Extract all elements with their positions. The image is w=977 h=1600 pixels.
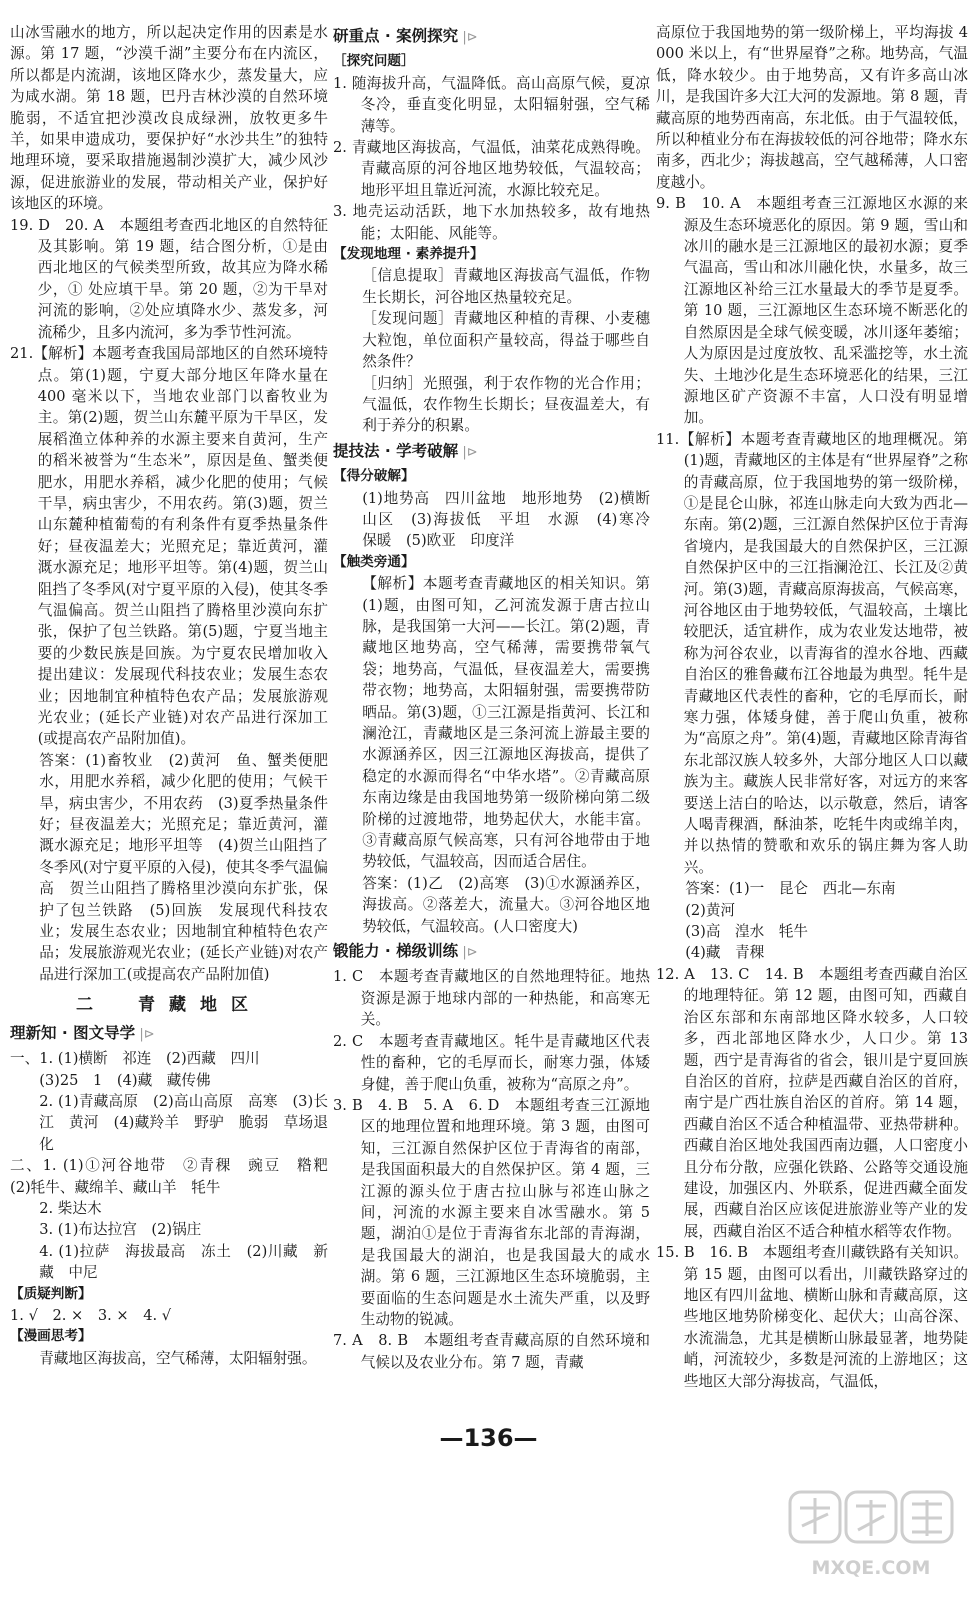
text-paragraph: 2. 青藏地区海拔高，气温低，油菜花成熟得晚。青藏高原的河谷地区地势较低，气温较高；地形平坦且靠近河流，水源比较充足。 [333,139,650,199]
text-paragraph: (3)高 湟水 牦牛 [685,923,809,941]
subsection-label: 【得分破解】 [333,468,415,485]
heading-arrow-icon: |⊳ [135,1026,155,1042]
svg-text:MXQE.COM: MXQE.COM [811,1557,931,1579]
text-paragraph: (3)25 1 (4)藏 藏传佛 [39,1071,211,1089]
text-paragraph: ［归纳］光照强，利于农作物的光合作用；气温低，农作物生长期长；昼夜温差大，有利于养分的积累。 [362,374,650,435]
text-paragraph: 15. B 16. B 本题组考查川藏铁路有关知识。第 15 题，由图可以看出，川藏铁路穿过的地区有四川盆地、横断山脉和青藏高原，这些地区地势阶梯变化、起伏大；山高谷深、水流湍急，尤其是横断山脉最显著，地势陡峭，河流较少，多数是河流的上游地区；这些地区大部分海拔高，气温低， [656,1244,968,1390]
watermark-logo [786,1486,956,1582]
text-paragraph: 2. 柴达木 [39,1199,102,1217]
text-paragraph: 2. (1)青藏高原 (2)高山高原 高寒 (3)长江 黄河 (4)藏羚羊 野驴 脆弱 草场退化 [39,1092,328,1153]
section-heading: 提技法 · 学考破解 |⊳ [333,441,478,460]
text-paragraph: 7. A 8. B 本题组考查青藏高原的自然环境和气候以及农业分布。第 7 题，青藏 [333,1332,650,1371]
section-heading: 锻能力 · 梯级训练 |⊳ [333,942,478,961]
text-paragraph: 答案：(1)一 昆仑 西北—东南 [685,880,896,898]
text-paragraph: 1. C 本题考查青藏地区的自然地理特征。地热资源是源于地球内部的一种热能，和高寒无关。 [333,968,650,1029]
text-paragraph: 3. B 4. B 5. A 6. D 本题组考查三江源地区的地理位置和地理环境。第 3 题，由图可知，三江源自然保护区位于青海省的南部，是我国面积最大的自然保护区。第 4 题，三江源的源头位于唐古拉山脉与祁连山脉之间，河流的水源主要来自冰雪融水。第 5 题，湖泊①是位于青海省东北部的青海湖，是我国最大的湖泊，也是我国最大的咸水湖。第 6 题，三江源地区生态环境脆弱，主要面临的生态问题是水土流失严重，以及野生动物的锐减。 [333,1096,650,1328]
column-middle [333,22,665,1373]
text-paragraph: 1. √ 2. × 3. × 4. √ [10,1306,172,1324]
section-title: 二 青藏地区 [76,995,262,1016]
text-paragraph: 一、1. (1)横断 祁连 (2)西藏 四川 [10,1050,260,1068]
text-paragraph: 【解析】本题考查青藏地区的相关知识。第(1)题，由图可知，乙河流发源于唐古拉山脉，是我国第一大河——长江。第(2)题，青藏地区地势高，空气稀薄，需要携带氧气袋；地势高，气温低，昼夜温差大，需要携带衣物；地势高，太阳辐射强，需要携带防晒品。第(3)题，①三江源是指黄河、长江和澜沧江，青藏地区是三条河流上游最主要的水源涵养区，因三江源地区海拔高，提供了稳定的水源而得名“中华水塔”。②青藏高原东南边缘是由我国地势第一级阶梯向第二级阶梯的过渡地带，地势起伏大，水能丰富。③青藏高原气候高寒，只有河谷地带由于地势较低，气温较高，因而适合居住。 [362,575,650,871]
text-paragraph: 1. 随海拔升高，气温降低。高山高原气候，夏凉冬冷，垂直变化明显，太阳辐射强，空气稀薄等。 [333,74,650,135]
heading-arrow-icon: |⊳ [458,30,478,45]
text-paragraph: 11.【解析】本题考查青藏地区的地理概况。第(1)题，青藏地区的主体是有“世界屋脊”之称的青藏高原，位于我国地势的第一级阶梯，①是昆仑山脉，祁连山脉走向大致为西北—东南。第(2)题，三江源自然保护区位于青海省境内，是我国最大的自然保护区，三江源自然保护区中的三江指澜沧江、长江及②黄河。第(3)题，青藏高原海拔高，气候高寒，河谷地区由于地势较低，气温较高，土壤比较肥沃，适宜耕作，成为农业发达地带，被称为河谷农业，以青海省的湟水谷地、西藏自治区的雅鲁藏布江谷地最为典型。牦牛是青藏地区代表性的畜种，它的毛厚而长，耐寒力强，体矮身健，善于爬山负重，被称为“高原之舟”。第(4)题，青藏地区除青海省东北部汉族人较多外，大部分地区人口以藏族为主。藏族人民非常好客，对远方的来客要送上洁白的哈达，以示敬意，然后，请客人喝青稞酒，酥油茶，吃牦牛肉或绵羊肉，并以热情的赞歌和欢乐的锅庄舞为客人助兴。 [656,430,968,876]
subsection-label: ［探究问题］ [333,53,415,70]
heading-arrow-icon: |⊳ [458,444,478,460]
page-number: —136— [439,1424,538,1452]
section-heading: 研重点 · 案例探究 |⊳ [333,27,478,45]
subsection-label: 【漫画思考】 [10,1328,92,1345]
column-left [10,22,343,1369]
text-paragraph: 2. C 本题考查青藏地区。牦牛是青藏地区代表性的畜种，它的毛厚而长，耐寒力强，体矮身健，善于爬山负重，被称为“高原之舟”。 [333,1032,650,1093]
text-paragraph: ［信息提取］青藏地区海拔高气温低，作物生长期长，河谷地区热量较充足。 [362,267,650,306]
text-paragraph: 高原位于我国地势的第一级阶梯上，平均海拔 4 000 米以上，有“世界屋脊”之称。地势高，气温低，降水较少。由于地势高，又有许多高山冰川，是我国许多大江大河的发源地。第 8 题，青藏高原的地势西南高，东北低。由于气温较低，所以种植业分布在海拔较低的河谷地带；降水东南多，西北少；海拔越高，空气越稀薄，人口密度越小。 [656,24,968,191]
text-paragraph: (4)藏 青稞 [685,944,765,962]
text-paragraph: 山冰雪融水的地方，所以起决定作用的因素是水源。第 17 题，“沙漠千湖”主要分布在内流区，所以都是内流湖，该地区降水少，蒸发量大，应为咸水湖。第 18 题，巴丹吉林沙漠的自然环境脆弱，不适宜把沙漠改良成绿洲，放牧更多牛羊，如果申遗成功，要保护好“水沙共生”的独特地理环境，要采取措施遏制沙漠扩大，减少风沙源，促进旅游业的发展，带动相关产业，保护好该地区的环境。 [10,24,328,213]
text-paragraph: 12. A 13. C 14. B 本题组考查西藏自治区的地理特征。第 12 题，由图可知，西藏自治区东部和东南部地区降水较多，人口较多，西北部地区降水少，人口少。第 13 题，西宁是青海省的省会，银川是宁夏回族自治区的首府，拉萨是西藏自治区的首府，南宁是广西壮族自治区的首府。第 14 题，西藏自治区不适合种植温带、亚热带耕种。西藏自治区地处我国西南边疆，人口密度小且分布分散，应强化铁路、公路等交通设施建设，加强区内、外联系，促进西藏全面发展，西藏自治区应该促进旅游业等产业的发展，西藏自治区不适合种植水稻等农作物。 [656,965,968,1240]
text-paragraph: 3. (1)布达拉宫 (2)锅庄 [39,1221,202,1239]
text-paragraph: (2)黄河 [685,901,736,919]
subsection-label: 【质疑判断】 [10,1285,92,1302]
section-heading: 理新知 · 图文导学 |⊳ [10,1023,155,1042]
subsection-label: 【发现地理 · 素养提升】 [333,246,484,263]
heading-arrow-icon: |⊳ [458,945,478,961]
text-paragraph: 青藏地区海拔高，空气稀薄，太阳辐射强。 [39,1349,317,1367]
text-paragraph: 21.【解析】本题考查我国局部地区的自然环境特点。第(1)题，宁夏大部分地区年降水量在 400 毫米以下，当地农业部门以畜牧业为主。第(2)题，贺兰山东麓平原为干旱区，发展稻渔立体种养的水源主要来自黄河，生产的稻米被誉为“生态米”，原因是鱼、蟹类便肥水，用肥水养稻，减少化肥的使用；气候干旱，病虫害少，不用农药。第(3)题，贺兰山东麓种植葡萄的有利条件有夏季热量条件好；昼夜温差大；光照充足；靠近黄河，灌溉水源充足；地形平坦等。第(4)题，贺兰山阻挡了冬季风(对宁夏平原的入侵)，使其冬季气温偏高。贺兰山阻挡了腾格里沙漠向东扩张，保护了包兰铁路。第(5)题，宁夏当地主要的少数民族是回族。为宁夏农民增加收入提出建议：发展现代科技农业；发展生态农业；因地制宜种植特色农产品；发展旅游观光农业；(延长产业链)对农产品进行深加工(或提高农产品附加值)。 [10,345,328,748]
column-right [656,22,968,1392]
subsection-label: 【触类旁通】 [333,553,415,570]
text-paragraph: 3. 地壳运动活跃，地下水加热较多，故有地热能；太阳能、风能等。 [333,203,650,242]
text-paragraph: ［发现问题］青藏地区种植的青稞、小麦穗大粒饱，单位面积产量较高，得益于哪些自然条件？ [362,310,650,371]
text-paragraph: 4. (1)拉萨 海拔最高 冻土 (2)川藏 新藏 中尼 [39,1242,328,1282]
text-paragraph: 二、1. (1)①河谷地带 ②青稞 豌豆 糌粑 (2)牦牛、藏绵羊、藏山羊 牦牛 [10,1157,343,1196]
text-paragraph: 答案：(1)畜牧业 (2)黄河 鱼、蟹类便肥水，用肥水养稻，减少化肥的使用；气候干旱，病虫害少，不用农药 (3)夏季热量条件好；昼夜温差大；光照充足；靠近黄河，灌溉水源充足；地形平坦等 (4)贺兰山阻挡了冬季风(对宁夏平原的入侵)，使其冬季气温偏高 贺兰山阻挡了腾格里沙漠向东扩张，保护了包兰铁路 (5)回族 发展现代科技农业；发展生态农业；因地制宜种植特色农产品；发展旅游观光农业；(延长产业链)对农产品进行深加工(或提高农产品附加值) [39,751,328,983]
text-paragraph: 答案：(1)乙 (2)高寒 (3)①水源涵养区，海拔高。②落差大，流量大。③河谷地区地势较低，气温较高。(人口密度大) [362,874,650,935]
text-paragraph: 19. D 20. A 本题组考查西北地区的自然特征及其影响。第 19 题，结合图分析，①是由西北地区的气候类型所致，故其应为降水稀少，① 处应填干旱。第 20 题，②为干旱对河流的影响，②处应填降水少、蒸发多，河流稀少，且多内流河，多为季节性河流。 [10,216,328,341]
text-paragraph: (1)地势高 四川盆地 地形地势 (2)横断山区 (3)海拔低 平坦 水源 (4)寒冷 保暖 (5)欧亚 印度洋 [362,489,665,550]
text-paragraph: 9. B 10. A 本题组考查三江源地区水源的来源及生态环境恶化的原因。第 9 题，雪山和冰川的融水是三江源地区的最初水源；夏季气温高，雪山和冰川融化快，水量多，故三江源地区补给三江水量最大的季节是夏季。第 10 题，三江源地区生态环境不断恶化的自然原因是全球气候变暖，冰川逐年萎缩；人为原因是过度放牧、乱采滥挖等，水土流失、土地沙化是生态环境恶化的结果，三江源地区矿产资源不丰富，人口没有明显增加。 [656,195,968,427]
